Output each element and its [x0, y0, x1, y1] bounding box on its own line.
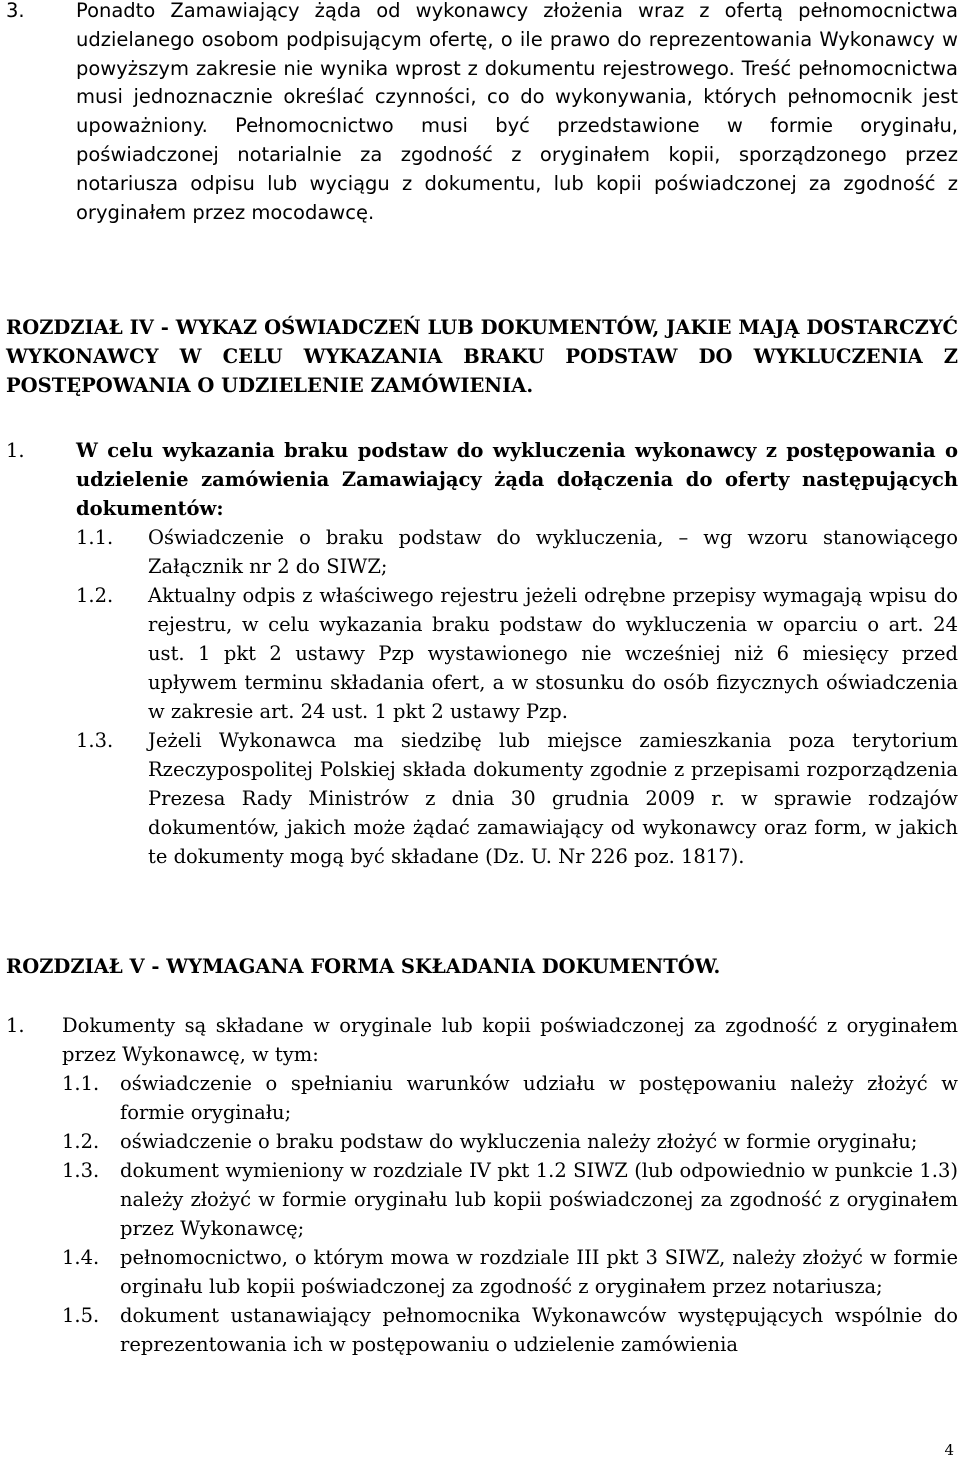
sub-item-text: Jeżeli Wykonawca ma siedzibę lub miejsce zamieszkania poza terytorium Rzeczypospolitej Polskiej składa dokumenty zgodnie z przepisami rozporządzenia Prezesa Rady Ministrów z dnia 30 grudnia 2009 r. w sprawie rodzajów dokumentów, jakich może żądać zamawiający od wykonawcy oraz form, w jakich te dokumenty mogą być składane (Dz. U. Nr 226 poz. 1817).	[148, 729, 958, 868]
sub-list-item	[76, 523, 958, 581]
sub-item-text: Aktualny odpis z właściwego rejestru jeżeli odrębne przepisy wymagają wpisu do rejestru, w celu wykazania braku podstaw do wykluczenia w oparciu o art. 24 ust. 1 pkt 2 ustawy Pzp wystawionego nie wcześniej niż 6 miesięcy przed upływem terminu składania ofert, a w stosunku do osób fizycznych oświadczenia w zakresie art. 24 ust. 1 pkt 2 ustawy Pzp.	[148, 584, 958, 723]
sub-item-text: oświadczenie o spełnianiu warunków udziału w postępowaniu należy złożyć w formie oryginału;	[120, 1072, 958, 1124]
item-number: 3.	[6, 0, 25, 22]
sub-item-number: 1.4.	[62, 1246, 100, 1269]
sub-item-text: pełnomocnictwo, o którym mowa w rozdziale III pkt 3 SIWZ, należy złożyć w formie orginału lub kopii poświadczonej za zgodność z oryginałem przez notariusza;	[120, 1246, 958, 1298]
list-item	[6, 1011, 958, 1069]
chapter-5-list	[6, 1011, 958, 1359]
chapter-5-heading: ROZDZIAŁ V - WYMAGANA FORMA SKŁADANIA DOKUMENTÓW.	[6, 955, 721, 978]
sub-item-text: oświadczenie o braku podstaw do wykluczenia należy złożyć w formie oryginału;	[120, 1130, 918, 1153]
sub-item-number: 1.2.	[62, 1130, 100, 1153]
chapter-4-heading: ROZDZIAŁ IV - WYKAZ OŚWIADCZEŃ LUB DOKUMENTÓW, JAKIE MAJĄ DOSTARCZYĆ WYKONAWCY W CELU WYKAZANIA BRAKU PODSTAW DO WYKLUCZENIA Z POSTĘPOWANIA O UDZIELENIE ZAMÓWIENIA.	[6, 316, 958, 397]
sub-list-item	[62, 1127, 958, 1156]
item-text: Dokumenty są składane w oryginale lub kopii poświadczonej za zgodność z oryginałem przez Wykonawcę, w tym:	[62, 1014, 958, 1066]
sub-list-item	[62, 1156, 958, 1243]
list-item	[6, 436, 958, 523]
sub-list-item	[76, 581, 958, 726]
sub-list-item	[76, 726, 958, 871]
sub-list-item	[62, 1069, 958, 1127]
sub-list-item	[62, 1301, 958, 1359]
item-text: W celu wykazania braku podstaw do wykluczenia wykonawcy z postępowania o udzielenie zamówienia Zamawiający żąda dołączenia do oferty następujących dokumentów:	[76, 439, 958, 520]
sub-item-number: 1.5.	[62, 1304, 100, 1327]
sub-item-text: dokument ustanawiający pełnomocnika Wykonawców występujących wspólnie do reprezentowania ich w postępowaniu o udzielenie zamówienia	[120, 1304, 958, 1356]
sub-item-number: 1.3.	[62, 1159, 100, 1182]
sub-item-number: 1.2.	[76, 584, 114, 607]
item-number: 1.	[6, 439, 25, 462]
page-number: 4	[944, 1441, 954, 1459]
sub-item-number: 1.3.	[76, 729, 114, 752]
chapter-4-list	[6, 436, 958, 871]
item-number: 1.	[6, 1014, 25, 1037]
item-text: Ponadto Zamawiający żąda od wykonawcy złożenia wraz z ofertą pełnomocnictwa udzielanego osobom podpisującym ofertę, o ile prawo do reprezentowania Wykonawcy w powyższym zakresie nie wynika wprost z dokumentu rejestrowego. Treść pełnomocnictwa musi jednoznacznie określać czynności, co do wykonywania, których pełnomocnik jest upoważniony. Pełnomocnictwo musi być przedstawione w formie oryginału, poświadczonej notarialnie za zgodność z oryginałem kopii, sporządzonego przez notariusza odpisu lub wyciągu z dokumentu, lub kopii poświadczonej za zgodność z oryginałem przez mocodawcę.	[76, 0, 958, 224]
sub-item-text: Oświadczenie o braku podstaw do wykluczenia, – wg wzoru stanowiącego Załącznik nr 2 do SIWZ;	[148, 526, 958, 578]
sub-item-text: dokument wymieniony w rozdziale IV pkt 1.2 SIWZ (lub odpowiednio w punkcie 1.3) należy złożyć w formie oryginału lub kopii poświadczonej za zgodność z oryginałem przez Wykonawcę;	[120, 1159, 958, 1240]
paragraph-item-3	[0, 0, 960, 227]
sub-item-number: 1.1.	[76, 526, 114, 549]
sub-list-item	[62, 1243, 958, 1301]
sub-item-number: 1.1.	[62, 1072, 100, 1095]
